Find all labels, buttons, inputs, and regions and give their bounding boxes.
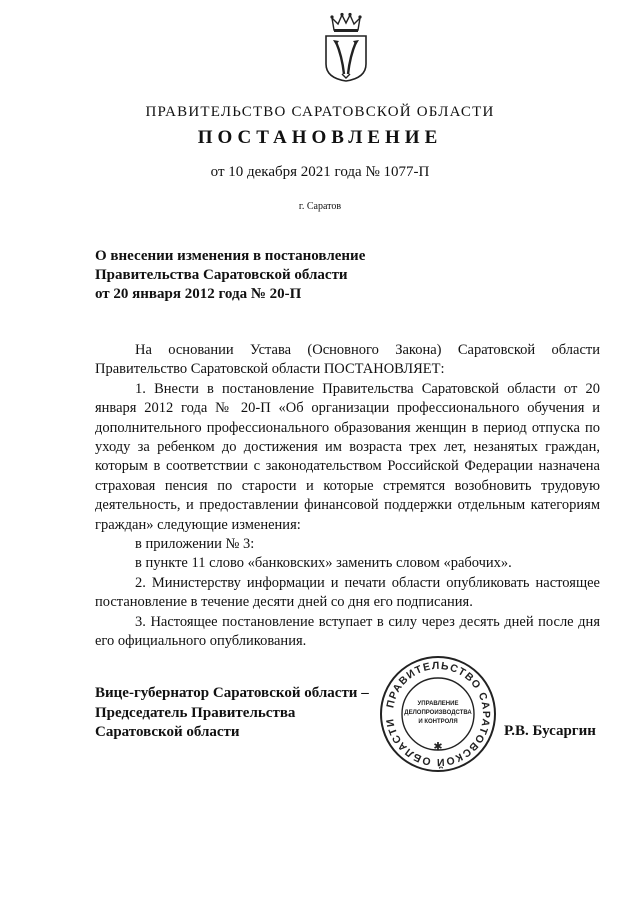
signer-title-line: Вице-губернатор Саратовской области – xyxy=(95,685,369,701)
subject-line: Правительства Саратовской области xyxy=(95,267,348,283)
item-3-paragraph: 3. Настоящее постановление вступает в силу через десять дней после дня его официального опубликования. xyxy=(95,613,600,650)
stamp-inner-line: ДЕЛОПРОИЗВОДСТВА xyxy=(404,710,472,716)
stamp-ring-text: ПРАВИТЕЛЬСТВО САРАТОВСКОЙ ОБЛАСТИ xyxy=(384,659,493,769)
stamp-inner-text xyxy=(378,700,498,727)
item-2-paragraph: 2. Министерству информации и печати области опубликовать настоящее постановление в течение десяти дней со дня его подписания. xyxy=(95,574,600,611)
document-type: ПОСТАНОВЛЕНИЕ xyxy=(197,127,443,148)
document-subject xyxy=(95,247,415,304)
intro-paragraph: На основании Устава (Основного Закона) Саратовской области Правительство Саратовской области ПОСТАНОВЛЯЕТ: xyxy=(95,342,600,378)
signer-title-line: Саратовской области xyxy=(95,724,240,740)
item-1-paragraph: 1. Внести в постановление Правительства Саратовской области от 20 января 2012 года № 20-П «Об организации профессионального обучения и дополнительного профессионального образования женщин в период отпуска по уходу за ребенком до достижения им возраста трех лет, незанятых граждан, которым в соответствии с законодательством Российской Федерации назначена страховая пенсия по старости и которые стремятся возобновить трудовую деятельность, и предоставлении финансовой поддержки отдельным категориям граждан» следующие изменения: xyxy=(95,380,600,533)
government-name: ПРАВИТЕЛЬСТВО САРАТОВСКОЙ ОБЛАСТИ xyxy=(145,104,495,120)
stamp-inner-line: УПРАВЛЕНИЕ xyxy=(417,701,459,707)
signer-title xyxy=(95,684,395,743)
document-body xyxy=(95,341,600,652)
stamp-inner-line: И КОНТРОЛЯ xyxy=(418,719,458,725)
subject-line: от 20 января 2012 года № 20-П xyxy=(95,286,302,302)
document-city: г. Саратов xyxy=(298,201,342,212)
signer-name: Р.В. Бусаргин xyxy=(504,723,596,739)
subject-line: О внесении изменения в постановление xyxy=(95,248,366,264)
stamp-star-icon: ✱ xyxy=(433,741,443,753)
coat-of-arms-icon xyxy=(322,12,370,82)
document-date-number: от 10 декабря 2021 года № 1077-П xyxy=(210,164,430,180)
item-1-subparagraph: в приложении № 3: xyxy=(135,536,255,553)
item-1-subparagraph: в пункте 11 слово «банковских» заменить словом «рабочих». xyxy=(135,555,512,572)
signer-title-line: Председатель Правительства xyxy=(95,704,296,721)
